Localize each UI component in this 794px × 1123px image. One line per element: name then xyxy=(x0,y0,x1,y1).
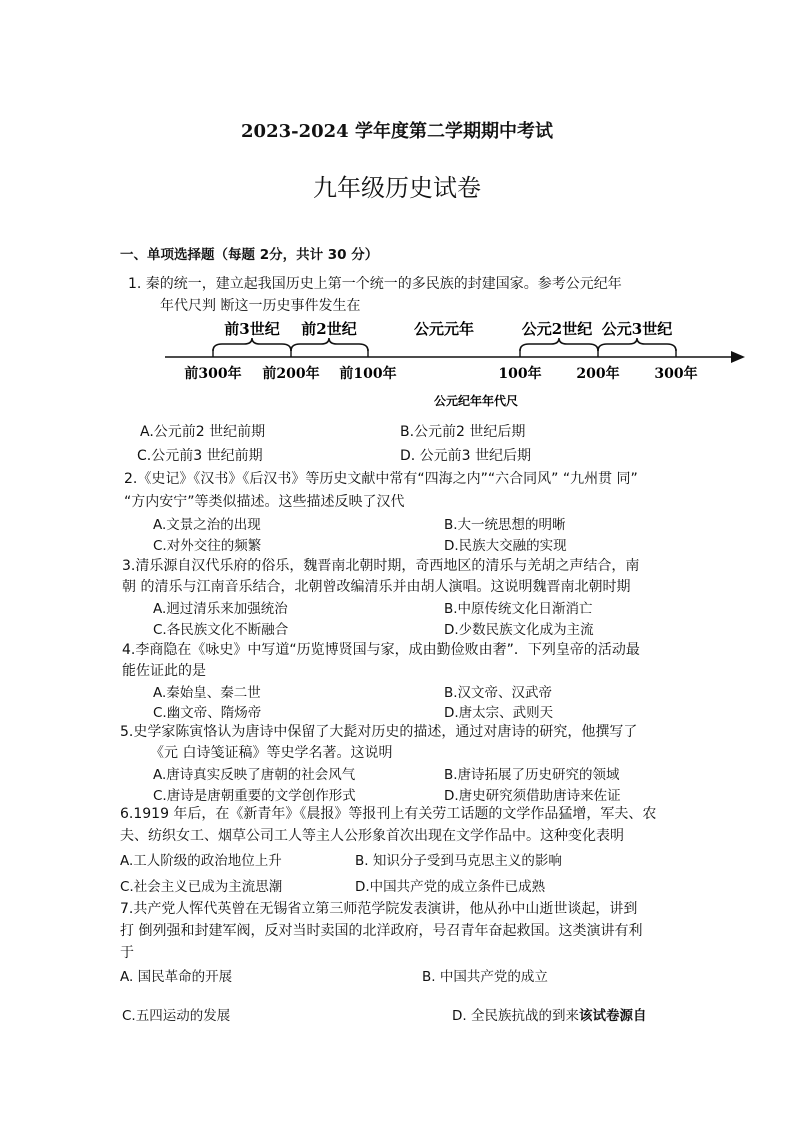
timeline-top-label: 公元3世纪 xyxy=(601,320,673,338)
q2-option-b: B.大一统思想的明晰 xyxy=(444,517,566,533)
q6-option-b: B. 知识分子受到马克思主义的影响 xyxy=(355,853,562,869)
brace-3rd-century-bc xyxy=(213,338,291,351)
q3-option-c: C.各民族文化不断融合 xyxy=(153,622,289,638)
q7-option-d-text: D. 全民族抗战的到来 xyxy=(452,1008,579,1024)
question-1-line1: 1. 秦的统一，建立起我国历史上第一个统一的多民族的封建国家。参考公元纪年 xyxy=(128,276,622,292)
q3-option-b: B.中原传统文化日渐消亡 xyxy=(444,601,593,617)
brace-3rd-century-ad xyxy=(598,338,676,351)
q4-option-a: A.秦始皇、秦二世 xyxy=(153,685,261,701)
q7-option-c: C.五四运动的发展 xyxy=(122,1008,231,1024)
q1-option-c: C.公元前3 世纪前期 xyxy=(137,448,263,464)
q1-option-a: A.公元前2 世纪前期 xyxy=(140,424,266,440)
question-2-line1: 2.《史记》《汉书》《后汉书》等历史文献中常有“四海之内”“六合同风” “九州贯 同” xyxy=(124,471,638,487)
q2-option-c: C.对外交往的频繁 xyxy=(153,538,262,554)
brace-2nd-century-bc xyxy=(291,338,368,351)
timeline-bottom-label: 200年 xyxy=(576,366,620,382)
timeline-bottom-label: 前300年 xyxy=(184,366,242,382)
question-7-line1: 7.共产党人恽代英曾在无锡省立第三师范学院发表演讲，他从孙中山逝世谈起，讲到 xyxy=(120,901,638,917)
q5-option-a: A.唐诗真实反映了唐朝的社会风气 xyxy=(153,767,356,783)
q6-option-a: A.工人阶级的政治地位上升 xyxy=(120,853,282,869)
question-5-line1: 5.史学家陈寅恪认为唐诗中保留了大髭对历史的描述，通过对唐诗的研究，他撰写了 xyxy=(120,724,638,740)
q4-option-b: B.汉文帝、汉武帝 xyxy=(444,685,553,701)
question-3-line2: 朝 的清乐与江南音乐结合，北朝曾改编清乐并由胡人演唱。这说明魏晋南北朝时期 xyxy=(122,579,631,595)
question-7-line2: 打 倒列强和封建军阀，反对当时卖国的北洋政府，号召青年奋起救国。这类演讲有利 xyxy=(120,923,643,939)
question-4-line2: 能佐证此的是 xyxy=(122,663,206,679)
question-1-line2: 年代尺判 断这一历史事件发生在 xyxy=(160,298,361,314)
timeline-top-label: 公元元年 xyxy=(413,320,475,338)
q7-option-a: A. 国民革命的开展 xyxy=(120,969,233,985)
timeline-top-label: 公元2世纪 xyxy=(521,320,593,338)
section-title: 一、单项选择题（每题 2分，共计 30 分） xyxy=(120,247,379,263)
timeline-bottom-label: 前100年 xyxy=(339,366,397,382)
q3-option-d: D.少数民族文化成为主流 xyxy=(444,622,594,638)
question-6-line1: 6.1919 年后，在《新青年》《晨报》等报刊上有关劳工话题的文学作品猛增，军夫、农 xyxy=(120,806,657,822)
timeline-figure xyxy=(0,318,794,418)
brace-2nd-century-ad xyxy=(520,338,598,351)
question-5-line2: 《元 白诗笺证稿》等史学名著。这说明 xyxy=(150,745,393,761)
q2-option-a: A.文景之治的出现 xyxy=(153,517,261,533)
q2-option-d: D.民族大交融的实现 xyxy=(444,538,567,554)
timeline-bottom-label: 前200年 xyxy=(262,366,320,382)
q4-option-d: D.唐太宗、武则天 xyxy=(444,705,554,721)
timeline-bottom-label: 100年 xyxy=(498,366,542,382)
question-4-line1: 4.李商隐在《咏史》中写道“历览博贤国与家，成由勤俭败由奢”．下列皇帝的活动最 xyxy=(122,642,640,658)
q1-option-b: B.公元前2 世纪后期 xyxy=(400,424,526,440)
question-3-line1: 3.清乐源自汉代乐府的俗乐，魏晋南北朝时期，奇西地区的清乐与羌胡之声结合，南 xyxy=(122,558,640,574)
question-7-line3: 于 xyxy=(120,945,134,961)
q1-option-d: D. 公元前3 世纪后期 xyxy=(400,448,532,464)
q7-option-b: B. 中国共产党的成立 xyxy=(422,969,548,985)
q5-option-d: D.唐史研究须借助唐诗来佐证 xyxy=(444,788,621,804)
timeline-bottom-label: 300年 xyxy=(654,366,698,382)
q4-option-c: C.幽文帝、隋炀帝 xyxy=(153,705,262,721)
question-6-line2: 夫、纺织女工、烟草公司工人等主人公形象首次出现在文学作品中。这种变化表明 xyxy=(120,828,624,844)
watermark-text: 该试卷源自 xyxy=(578,1008,647,1024)
timeline-top-label: 前3世纪 xyxy=(224,320,280,338)
question-2-line2: “方内安宁”等类似描述。这些描述反映了汉代 xyxy=(124,494,405,510)
q5-option-b: B.唐诗拓展了历史研究的领域 xyxy=(444,767,620,783)
q7-option-d xyxy=(452,1004,646,1024)
exam-header-line1: 2023-2024 学年度第二学期期中考试 xyxy=(241,121,553,142)
q3-option-a: A.迥过清乐来加强统治 xyxy=(153,601,288,617)
q6-option-c: C.社会主义已成为主流思潮 xyxy=(120,879,283,895)
exam-title: 九年级历史试卷 xyxy=(313,174,481,202)
q5-option-c: C.唐诗是唐朝重要的文学创作形式 xyxy=(153,788,356,804)
timeline-top-label: 前2世纪 xyxy=(301,320,357,338)
q6-option-d: D.中国共产党的成立条件已成熟 xyxy=(355,879,546,895)
timeline-caption: 公元纪年年代尺 xyxy=(433,394,519,408)
